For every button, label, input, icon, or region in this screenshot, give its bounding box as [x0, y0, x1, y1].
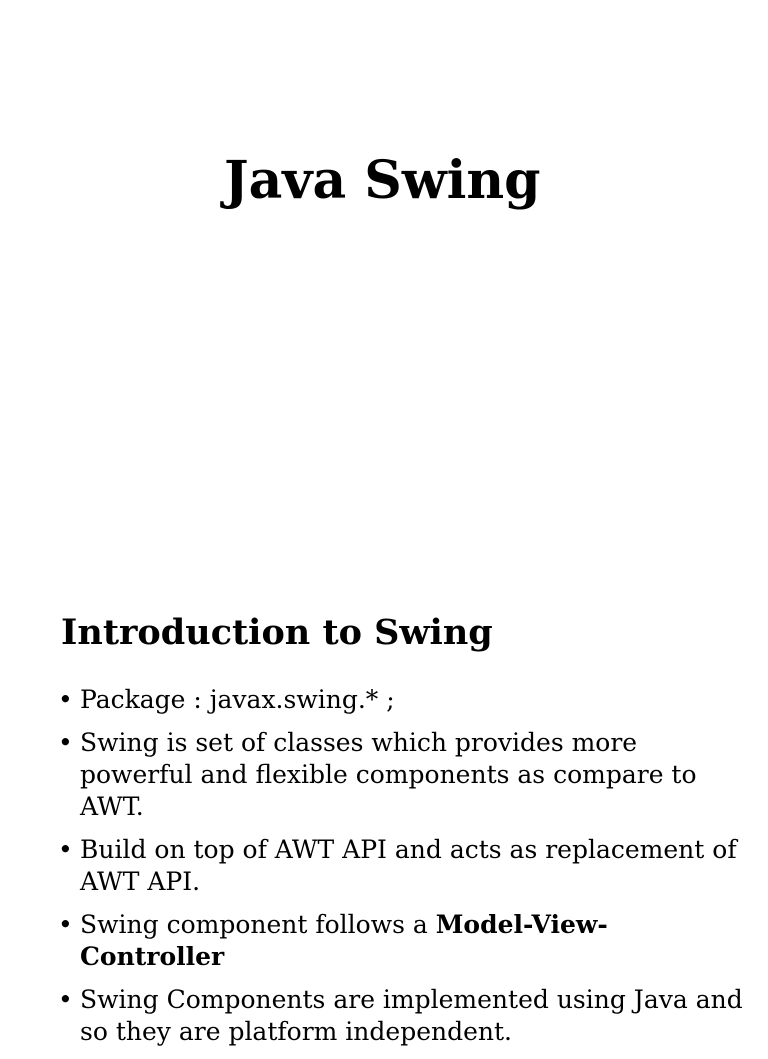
- bullet-icon: •: [58, 835, 73, 864]
- bullet-text: Swing Components are implemented using Java and so they are platform independent.: [80, 985, 743, 1046]
- bullet-icon: •: [58, 685, 73, 714]
- section-heading: Introduction to Swing: [61, 612, 493, 653]
- bullet-item-awt-api: [58, 834, 748, 898]
- bullet-item-package: [58, 684, 748, 716]
- slide-title: Java Swing: [224, 150, 541, 211]
- bullet-text: Swing is set of classes which provides more powerful and flexible components as compare to AWT.: [80, 728, 697, 821]
- bullet-item-swing-classes: [58, 727, 748, 823]
- bullet-icon: •: [58, 728, 73, 757]
- bullet-list: [58, 684, 748, 1059]
- bullet-text: Package : javax.swing.* ;: [80, 685, 395, 714]
- bullet-bold-text: Model-View-Controller: [80, 910, 608, 971]
- bullet-text: Build on top of AWT API and acts as replacement of AWT API.: [80, 835, 737, 896]
- bullet-text: Swing component follows a: [80, 910, 436, 939]
- bullet-item-java-implementation: [58, 984, 748, 1048]
- bullet-item-mvc: [58, 909, 748, 973]
- bullet-icon: •: [58, 910, 73, 939]
- bullet-icon: •: [58, 985, 73, 1014]
